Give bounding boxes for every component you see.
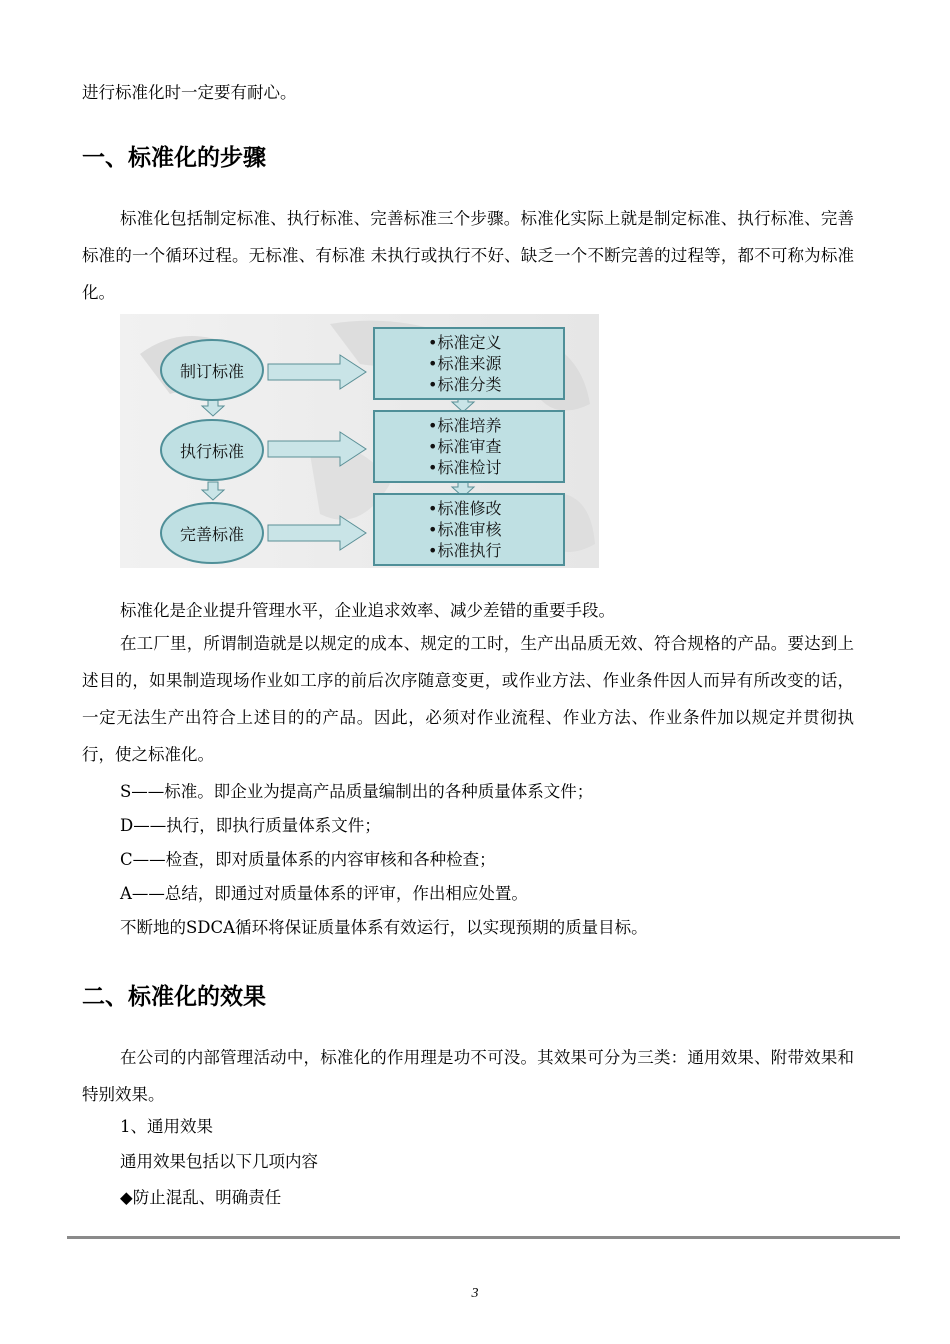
sdca-line-s: S——标准。即企业为提高产品质量编制出的各种质量体系文件；: [120, 782, 594, 801]
sdca-line-d: D——执行，即执行质量体系文件；: [120, 816, 381, 835]
step-item: •标准执行: [428, 541, 502, 560]
step-item: •标准分类: [428, 375, 502, 394]
subsection-heading: 1、通用效果: [120, 1117, 213, 1136]
footer-divider: [67, 1236, 900, 1239]
step-label-3: 完善标准: [179, 525, 244, 544]
section1-paragraph-3: 在工厂里，所谓制造就是以规定的成本、规定的工时，生产出品质无效、符合规格的产品。要达到上述目的，如果制造现场作业如工序的前后次序随意变更，或作业方法、作业条件因人而异有所改变的话，一定无法生产出符合上述目的的产品。因此，必须对作业流程、作业方法、作业条件加以规定并贯彻执行，使之标准化。: [82, 634, 854, 764]
bullet-item: ◆防止混乱、明确责任: [120, 1188, 282, 1207]
section-heading-1: 一、标准化的步骤: [82, 145, 266, 171]
intro-line: 进行标准化时一定要有耐心。: [82, 83, 297, 102]
step-item: •标准来源: [428, 354, 502, 373]
step-item: •标准审核: [428, 520, 502, 539]
standardization-steps-diagram: [120, 314, 599, 568]
sdca-line-c: C——检查，即对质量体系的内容审核和各种检查；: [120, 850, 496, 869]
step-item: •标准修改: [428, 499, 502, 518]
page-number: 3: [471, 1286, 479, 1301]
sdca-line-a: A——总结，即通过对质量体系的评审，作出相应处置。: [120, 884, 528, 903]
step-item: •标准检讨: [428, 458, 502, 477]
section1-paragraph-1: 标准化包括制定标准、执行标准、完善标准三个步骤。标准化实际上就是制定标准、执行标准、完善标准的一个循环过程。无标准、有标准 未执行或执行不好、缺乏一个不断完善的过程等，都不可称为标准化。: [82, 209, 854, 302]
subsection-intro: 通用效果包括以下几项内容: [120, 1152, 318, 1171]
step-items-2: [428, 415, 501, 478]
step-items-3: [428, 498, 501, 561]
step-items-1: [428, 332, 501, 395]
section1-paragraph-2: 标准化是企业提升管理水平，企业追求效率、减少差错的重要手段。: [120, 601, 615, 620]
step-label-2: 执行标准: [179, 442, 244, 461]
step-item: •标准培养: [428, 416, 502, 435]
step-label-1: 制订标准: [179, 362, 244, 381]
step-item: •标准定义: [428, 333, 502, 352]
step-item: •标准审查: [428, 437, 502, 456]
section1-paragraph-4: 不断地的SDCA循环将保证质量体系有效运行，以实现预期的质量目标。: [120, 918, 648, 937]
section-heading-2: 二、标准化的效果: [82, 984, 266, 1010]
section2-paragraph-1: 在公司的内部管理活动中，标准化的作用理是功不可没。其效果可分为三类：通用效果、附带效果和特别效果。: [82, 1048, 854, 1104]
